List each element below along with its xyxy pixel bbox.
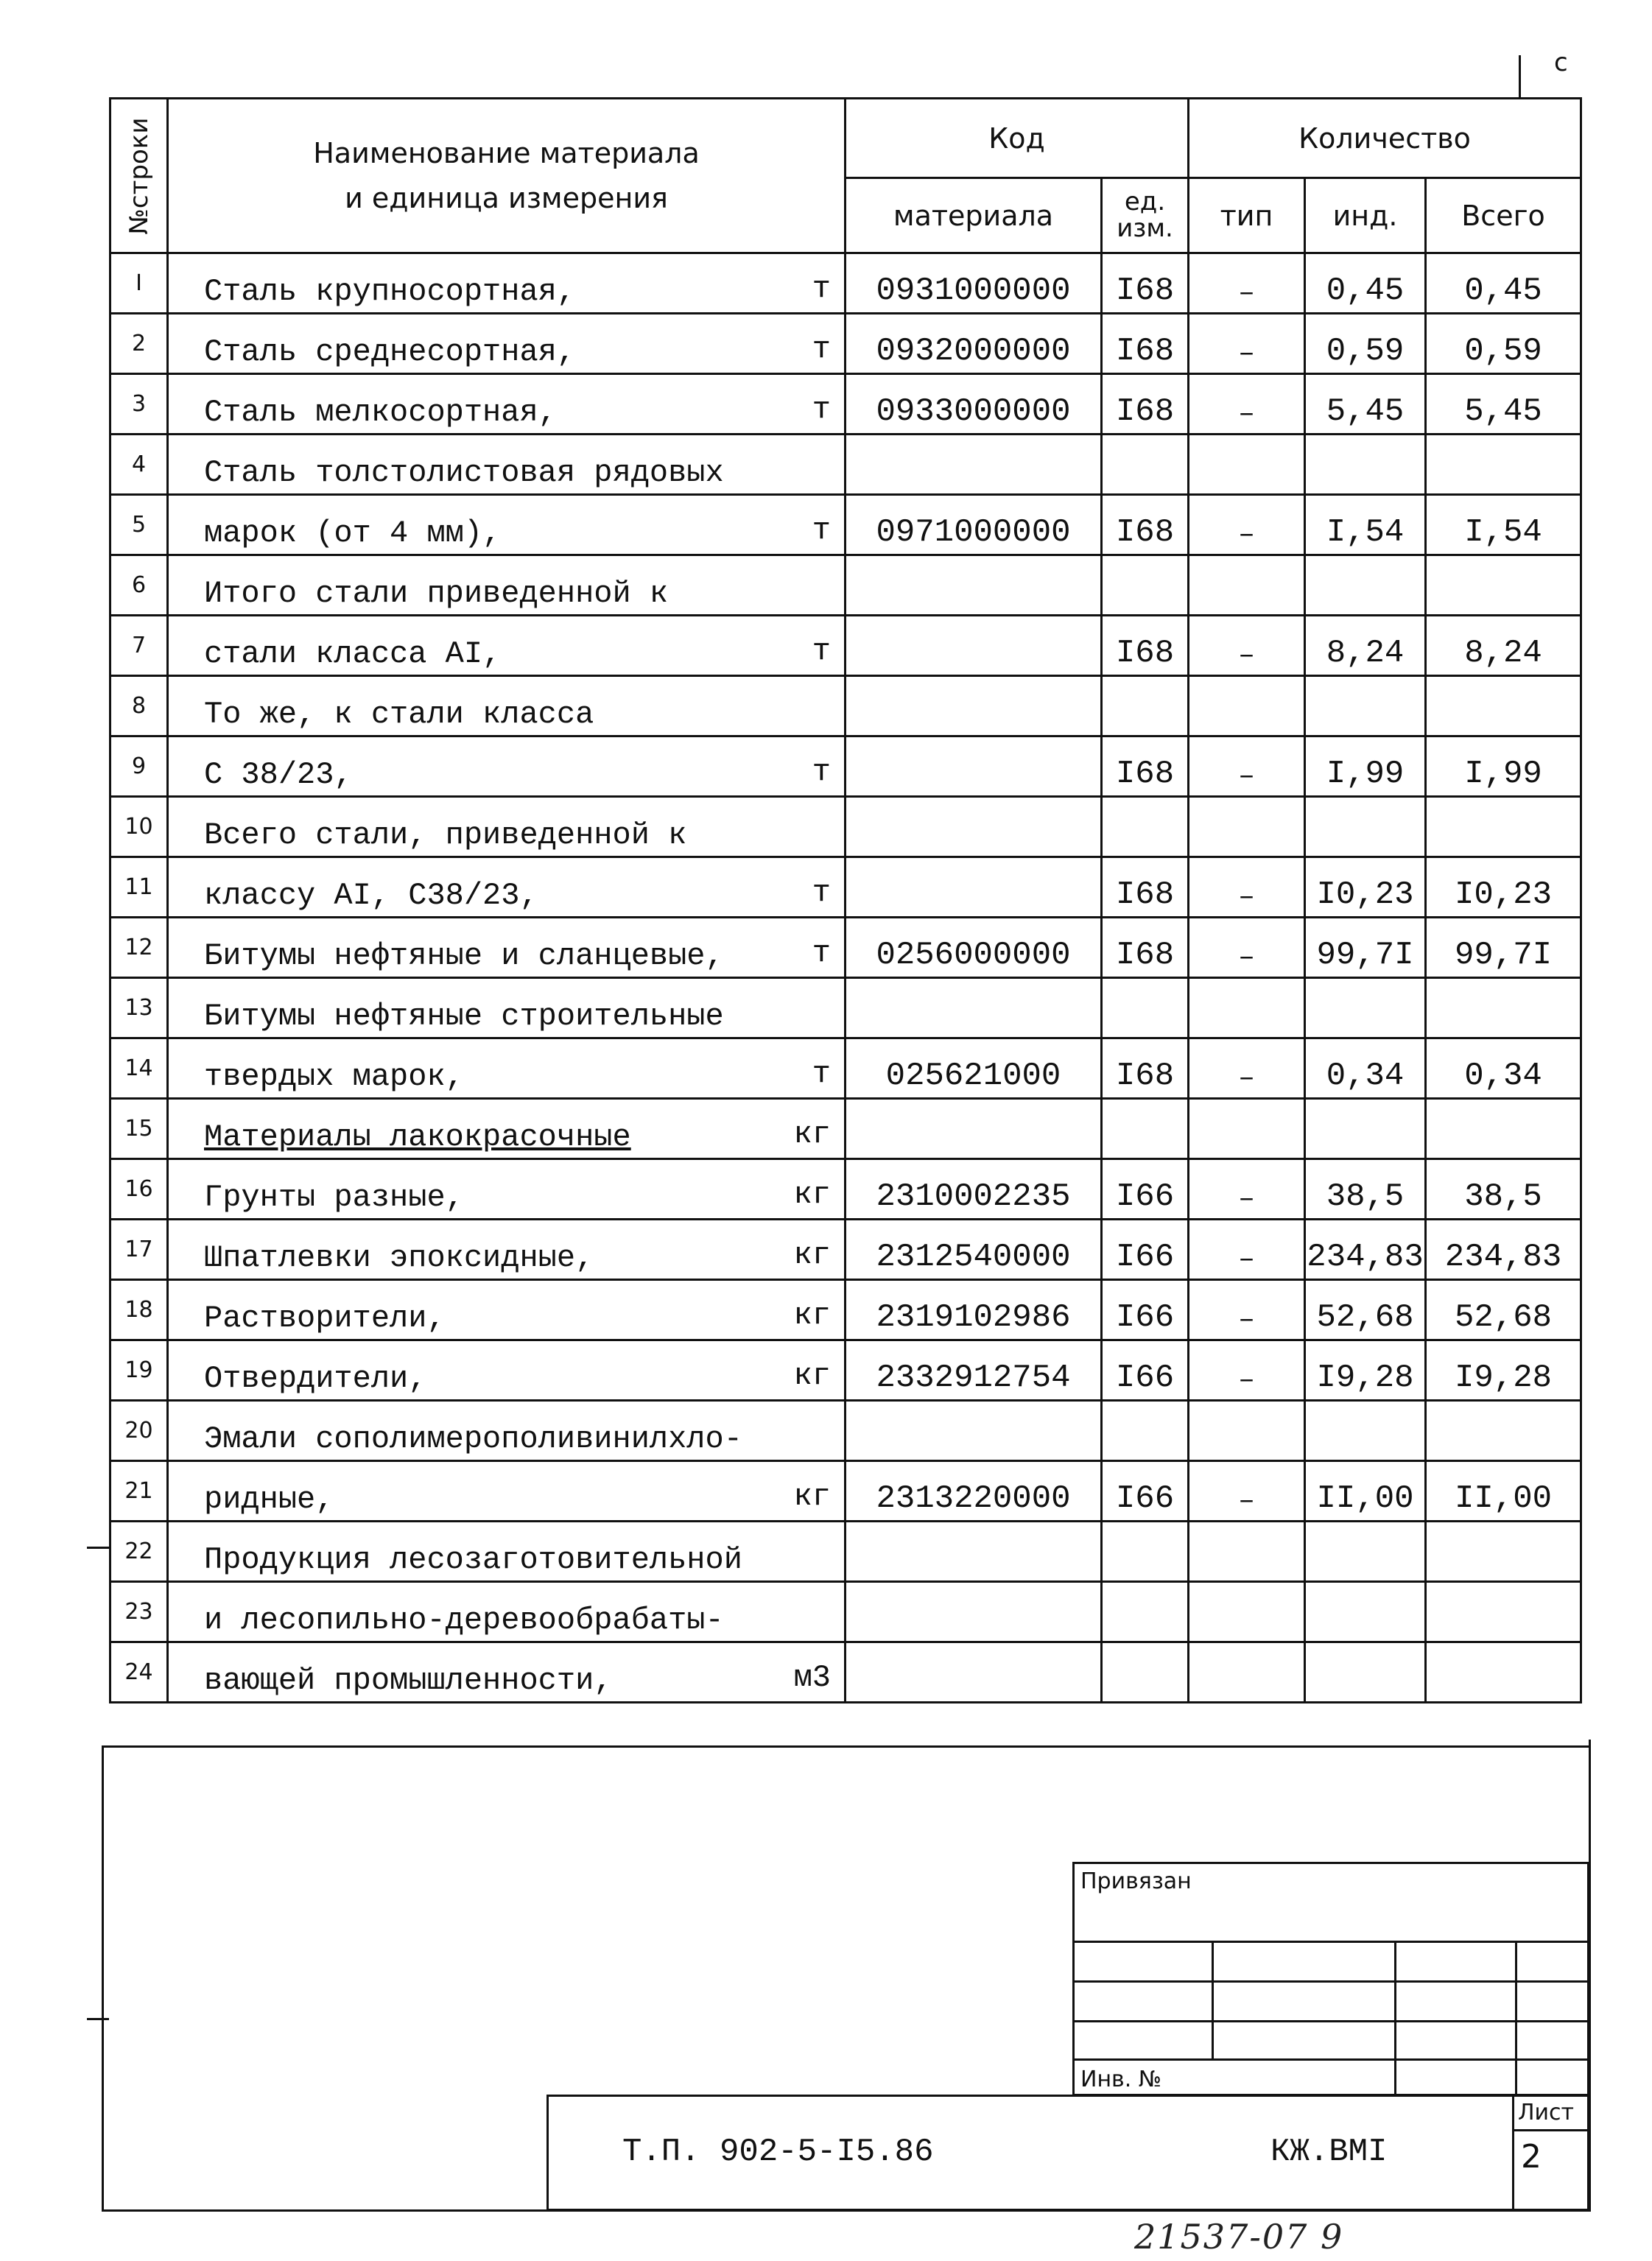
qty-type — [1189, 1522, 1305, 1582]
unit-code — [1102, 555, 1189, 616]
material-name-text: классу AI, С38/23, — [204, 878, 538, 913]
header-qty-group: Количество — [1189, 99, 1581, 178]
material-name-text: Материалы лакокрасочные — [204, 1119, 631, 1155]
stamp-line — [1515, 1941, 1517, 2095]
unit-code: I66 — [1102, 1159, 1189, 1220]
material-name — [168, 253, 846, 314]
qty-ind — [1305, 676, 1426, 736]
material-code — [846, 1099, 1102, 1159]
qty-type: – — [1189, 1159, 1305, 1220]
unit-code — [1102, 978, 1189, 1038]
qty-ind: 5,45 — [1305, 374, 1426, 435]
qty-ind: 99,7I — [1305, 918, 1426, 978]
qty-total — [1426, 978, 1581, 1038]
qty-total: I9,28 — [1426, 1340, 1581, 1401]
row-number: 7 — [110, 616, 168, 676]
qty-type — [1189, 1582, 1305, 1642]
header-qty-type: тип — [1189, 178, 1305, 253]
unit-code: I68 — [1102, 1038, 1189, 1099]
material-name-text: Растворители, — [204, 1301, 446, 1336]
material-code: 2319102986 — [846, 1280, 1102, 1340]
material-name — [168, 555, 846, 616]
qty-total — [1426, 555, 1581, 616]
material-code — [846, 857, 1102, 918]
row-number: 21 — [110, 1461, 168, 1522]
material-name-text: Битумы нефтяные и сланцевые, — [204, 938, 724, 974]
material-name — [168, 736, 846, 797]
header-code-unit: ед. изм. — [1102, 178, 1189, 253]
qty-type — [1189, 978, 1305, 1038]
qty-type: – — [1189, 1461, 1305, 1522]
material-name — [168, 1038, 846, 1099]
row-number: 4 — [110, 435, 168, 495]
qty-total: I,99 — [1426, 736, 1581, 797]
table-row — [110, 314, 1581, 374]
material-unit: м3 — [793, 1660, 831, 1695]
header-name-line1: Наименование материала — [313, 136, 700, 169]
table-row — [110, 435, 1581, 495]
material-name-text: Всего стали, приведенной к — [204, 817, 687, 853]
qty-total — [1426, 676, 1581, 736]
material-code — [846, 435, 1102, 495]
title-line — [1512, 2097, 1514, 2209]
material-name-text: Битумы нефтяные строительные — [204, 999, 724, 1034]
table-row — [110, 736, 1581, 797]
material-name — [168, 978, 846, 1038]
unit-code — [1102, 1642, 1189, 1703]
unit-code: I68 — [1102, 918, 1189, 978]
material-code — [846, 1642, 1102, 1703]
material-code — [846, 736, 1102, 797]
qty-type: – — [1189, 253, 1305, 314]
material-code — [846, 616, 1102, 676]
table-row — [110, 918, 1581, 978]
row-number: 23 — [110, 1582, 168, 1642]
qty-type: – — [1189, 736, 1305, 797]
qty-ind: I,99 — [1305, 736, 1426, 797]
qty-total: 0,45 — [1426, 253, 1581, 314]
header-qty-total: Всего — [1426, 178, 1581, 253]
unit-code — [1102, 1099, 1189, 1159]
qty-type: – — [1189, 314, 1305, 374]
material-name-text: и лесопильно-деревообрабаты- — [204, 1603, 724, 1638]
table-row — [110, 616, 1581, 676]
qty-ind: 52,68 — [1305, 1280, 1426, 1340]
corner-mark — [1502, 41, 1569, 99]
material-name-text: Сталь среднесортная, — [204, 334, 576, 370]
material-name-text: С 38/23, — [204, 757, 353, 792]
qty-total: II,00 — [1426, 1461, 1581, 1522]
qty-ind: 0,59 — [1305, 314, 1426, 374]
approval-stamp — [1072, 1862, 1589, 2096]
qty-ind: 234,83 — [1305, 1220, 1426, 1280]
material-code — [846, 676, 1102, 736]
material-code: 2310002235 — [846, 1159, 1102, 1220]
material-name — [168, 1220, 846, 1280]
material-name — [168, 1159, 846, 1220]
qty-total — [1426, 1642, 1581, 1703]
project-code: Т.П. 902-5-I5.86 — [622, 2134, 934, 2170]
material-code — [846, 1522, 1102, 1582]
material-code: 0971000000 — [846, 495, 1102, 555]
unit-code: I68 — [1102, 314, 1189, 374]
stamp-line — [1075, 2020, 1587, 2022]
qty-total — [1426, 1522, 1581, 1582]
material-code — [846, 797, 1102, 857]
material-unit: т — [812, 754, 831, 790]
stamp-line — [1075, 1941, 1587, 1943]
table-row — [110, 555, 1581, 616]
sheet-label: Лист — [1518, 2100, 1575, 2125]
material-code: 0931000000 — [846, 253, 1102, 314]
material-name-text: Продукция лесозаготовительной — [204, 1542, 742, 1578]
qty-ind: I9,28 — [1305, 1340, 1426, 1401]
material-code: 2313220000 — [846, 1461, 1102, 1522]
table-row — [110, 495, 1581, 555]
material-unit: кг — [793, 1117, 831, 1152]
material-name — [168, 857, 846, 918]
row-number: 19 — [110, 1340, 168, 1401]
qty-total — [1426, 435, 1581, 495]
qty-ind: 38,5 — [1305, 1159, 1426, 1220]
row-number: I — [110, 253, 168, 314]
material-name — [168, 676, 846, 736]
table-row — [110, 978, 1581, 1038]
qty-total — [1426, 1582, 1581, 1642]
qty-type: – — [1189, 1220, 1305, 1280]
unit-code — [1102, 797, 1189, 857]
material-name-text: Отвердители, — [204, 1361, 427, 1396]
unit-code: I66 — [1102, 1220, 1189, 1280]
header-qty-ind: инд. — [1305, 178, 1426, 253]
title-block — [546, 2095, 1589, 2211]
table-row — [110, 797, 1581, 857]
qty-ind — [1305, 797, 1426, 857]
qty-ind — [1305, 1582, 1426, 1642]
row-number: 15 — [110, 1099, 168, 1159]
unit-code — [1102, 1401, 1189, 1461]
qty-total: 99,7I — [1426, 918, 1581, 978]
unit-code — [1102, 1582, 1189, 1642]
table-row — [110, 1461, 1581, 1522]
unit-code: I68 — [1102, 374, 1189, 435]
material-name — [168, 495, 846, 555]
material-unit: кг — [793, 1177, 831, 1212]
material-unit: кг — [793, 1237, 831, 1273]
unit-code — [1102, 676, 1189, 736]
material-unit: т — [812, 1056, 831, 1091]
header-code-material: материала — [846, 178, 1102, 253]
material-code — [846, 1582, 1102, 1642]
qty-type: – — [1189, 616, 1305, 676]
unit-code: I68 — [1102, 616, 1189, 676]
material-name-text: То же, к стали класса — [204, 697, 594, 732]
row-number: 6 — [110, 555, 168, 616]
material-name — [168, 1099, 846, 1159]
material-name — [168, 1522, 846, 1582]
header-row-number: №строки — [110, 99, 168, 253]
material-code — [846, 1401, 1102, 1461]
material-name — [168, 1280, 846, 1340]
material-name — [168, 797, 846, 857]
material-code — [846, 978, 1102, 1038]
document-code: КЖ.ВМI — [1270, 2134, 1388, 2170]
stamp-line — [1075, 2058, 1587, 2061]
material-name — [168, 435, 846, 495]
table-row — [110, 1582, 1581, 1642]
qty-type — [1189, 555, 1305, 616]
frame-line — [102, 1745, 1591, 1748]
qty-type: – — [1189, 918, 1305, 978]
material-name — [168, 314, 846, 374]
row-number: 17 — [110, 1220, 168, 1280]
materials-table — [109, 97, 1582, 1703]
material-name-text: стали класса AI, — [204, 636, 502, 672]
unit-code — [1102, 435, 1189, 495]
material-unit: т — [812, 271, 831, 306]
unit-code — [1102, 1522, 1189, 1582]
handwritten-number: 21537-07 9 — [1134, 2217, 1344, 2257]
material-name-text: твердых марок, — [204, 1059, 464, 1094]
material-name — [168, 918, 846, 978]
material-unit: кг — [793, 1358, 831, 1393]
margin-tick — [87, 1547, 109, 1549]
row-number: 2 — [110, 314, 168, 374]
row-number: 10 — [110, 797, 168, 857]
qty-total: I0,23 — [1426, 857, 1581, 918]
qty-total — [1426, 797, 1581, 857]
corner-tick — [1519, 55, 1521, 99]
table-row — [110, 1642, 1581, 1703]
material-code: 2312540000 — [846, 1220, 1102, 1280]
qty-total: 0,34 — [1426, 1038, 1581, 1099]
material-name — [168, 374, 846, 435]
qty-total: 0,59 — [1426, 314, 1581, 374]
table-row — [110, 253, 1581, 314]
qty-type — [1189, 1642, 1305, 1703]
qty-ind — [1305, 1401, 1426, 1461]
material-name-text: Сталь мелкосортная, — [204, 395, 557, 430]
qty-type — [1189, 1401, 1305, 1461]
qty-total: 5,45 — [1426, 374, 1581, 435]
qty-type: – — [1189, 1280, 1305, 1340]
material-unit: т — [812, 633, 831, 669]
qty-total — [1426, 1099, 1581, 1159]
material-name-text: вающей промышленности, — [204, 1663, 613, 1698]
qty-total: 38,5 — [1426, 1159, 1581, 1220]
qty-type — [1189, 1099, 1305, 1159]
material-code: 0256000000 — [846, 918, 1102, 978]
material-unit: т — [812, 392, 831, 427]
header-code-group: Код — [846, 99, 1189, 178]
unit-code: I68 — [1102, 495, 1189, 555]
qty-type: – — [1189, 495, 1305, 555]
row-number: 14 — [110, 1038, 168, 1099]
bound-label: Привязан — [1080, 1868, 1192, 1894]
qty-type: – — [1189, 1038, 1305, 1099]
material-code: 0933000000 — [846, 374, 1102, 435]
material-name-text: марок (от 4 мм), — [204, 516, 502, 551]
row-number: 16 — [110, 1159, 168, 1220]
material-unit: т — [812, 513, 831, 548]
qty-total: 234,83 — [1426, 1220, 1581, 1280]
material-name-text: ридные, — [204, 1482, 334, 1517]
qty-type: – — [1189, 1340, 1305, 1401]
table-row — [110, 1038, 1581, 1099]
qty-ind: 0,45 — [1305, 253, 1426, 314]
sheet-number: 2 — [1521, 2138, 1542, 2176]
material-name — [168, 1340, 846, 1401]
material-name-text: Шпатлевки эпоксидные, — [204, 1240, 594, 1276]
row-number: 11 — [110, 857, 168, 918]
qty-ind — [1305, 1099, 1426, 1159]
material-name — [168, 1461, 846, 1522]
qty-ind: 0,34 — [1305, 1038, 1426, 1099]
qty-ind — [1305, 435, 1426, 495]
qty-ind — [1305, 978, 1426, 1038]
row-number: 22 — [110, 1522, 168, 1582]
margin-tick — [87, 2018, 109, 2020]
row-number: 20 — [110, 1401, 168, 1461]
table-row — [110, 1220, 1581, 1280]
unit-code: I66 — [1102, 1280, 1189, 1340]
material-name-text: Грунты разные, — [204, 1180, 464, 1215]
corner-letter: с — [1554, 48, 1568, 77]
qty-total — [1426, 1401, 1581, 1461]
table-row — [110, 374, 1581, 435]
material-name — [168, 616, 846, 676]
qty-ind: 8,24 — [1305, 616, 1426, 676]
row-number: 3 — [110, 374, 168, 435]
stamp-line — [1075, 1980, 1587, 1983]
qty-ind: II,00 — [1305, 1461, 1426, 1522]
material-name-text: Эмали сополимерополивинилхло- — [204, 1421, 742, 1457]
row-number: 9 — [110, 736, 168, 797]
table-row — [110, 1159, 1581, 1220]
row-number: 5 — [110, 495, 168, 555]
header-name — [168, 99, 846, 253]
table-row — [110, 1401, 1581, 1461]
table-row — [110, 676, 1581, 736]
row-number: 8 — [110, 676, 168, 736]
qty-total: 52,68 — [1426, 1280, 1581, 1340]
qty-ind: I0,23 — [1305, 857, 1426, 918]
qty-type — [1189, 676, 1305, 736]
stamp-line — [1212, 1941, 1214, 2058]
stamp-line — [1394, 1941, 1396, 2095]
qty-ind: I,54 — [1305, 495, 1426, 555]
table-row — [110, 1280, 1581, 1340]
material-name — [168, 1642, 846, 1703]
material-code: 2332912754 — [846, 1340, 1102, 1401]
qty-type — [1189, 435, 1305, 495]
material-code: 025621000 — [846, 1038, 1102, 1099]
material-unit: т — [812, 875, 831, 910]
table-row — [110, 1099, 1581, 1159]
qty-total: 8,24 — [1426, 616, 1581, 676]
row-number: 12 — [110, 918, 168, 978]
header-name-line2: и единица измерения — [345, 181, 668, 214]
qty-type: – — [1189, 374, 1305, 435]
qty-ind — [1305, 1522, 1426, 1582]
row-number: 13 — [110, 978, 168, 1038]
material-code — [846, 555, 1102, 616]
material-name-text: Итого стали приведенной к — [204, 576, 669, 611]
row-number: 24 — [110, 1642, 168, 1703]
table-row — [110, 857, 1581, 918]
qty-type — [1189, 797, 1305, 857]
material-unit: т — [812, 331, 831, 367]
material-unit: кг — [793, 1479, 831, 1514]
qty-type: – — [1189, 857, 1305, 918]
unit-code: I68 — [1102, 857, 1189, 918]
material-name-text: Сталь крупносортная, — [204, 274, 576, 309]
row-number: 18 — [110, 1280, 168, 1340]
material-unit: кг — [793, 1298, 831, 1333]
table-row — [110, 1340, 1581, 1401]
qty-total: I,54 — [1426, 495, 1581, 555]
unit-code: I68 — [1102, 736, 1189, 797]
table-row — [110, 1522, 1581, 1582]
material-code: 0932000000 — [846, 314, 1102, 374]
unit-code: I66 — [1102, 1461, 1189, 1522]
inv-label: Инв. № — [1080, 2067, 1162, 2092]
material-unit: т — [812, 935, 831, 971]
frame-line — [102, 1745, 104, 2209]
material-name — [168, 1401, 846, 1461]
material-name-text: Сталь толстолистовая рядовых — [204, 455, 724, 490]
title-line — [1512, 2129, 1587, 2131]
qty-ind — [1305, 1642, 1426, 1703]
material-name — [168, 1582, 846, 1642]
unit-code: I66 — [1102, 1340, 1189, 1401]
qty-ind — [1305, 555, 1426, 616]
unit-code: I68 — [1102, 253, 1189, 314]
